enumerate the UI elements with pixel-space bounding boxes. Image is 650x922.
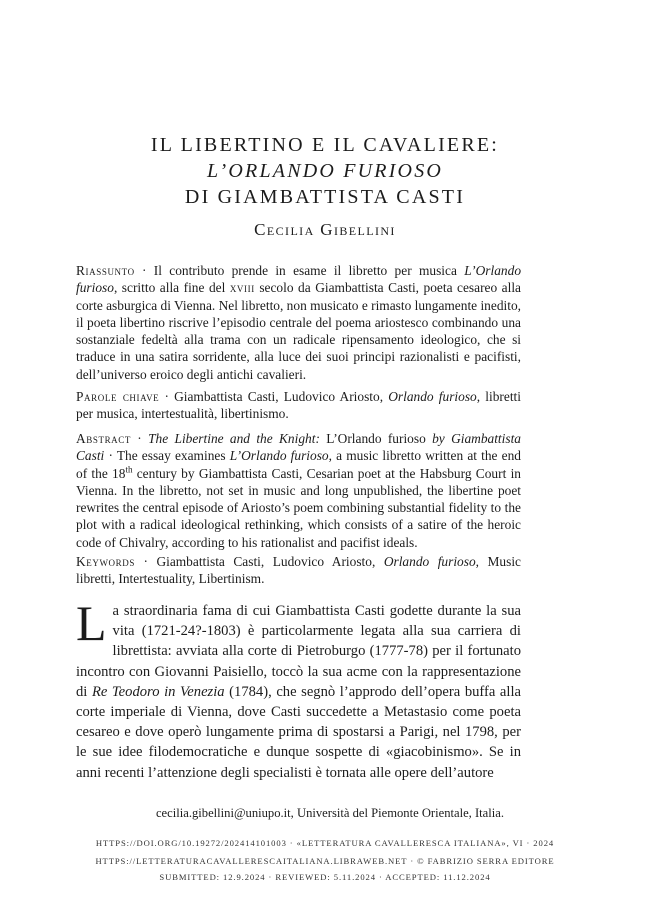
abstract-text-3: century by Giambattista Casti, Cesarian poet at the Habsburg Court in Vienna. In the libretto, not set in music and long unpublished, the libertine poet rewrites the central episode of Ariosto’s poem combining substantial fidelity to the plot with a radical ideological rethinking, which consists of a satire of the heroic code of Chivalry, according to his rationalist and pacifist ideals. <box>76 465 521 550</box>
abstract-label: Abstract <box>76 431 131 446</box>
parole-chiave-text-1: Giambattista Casti, Ludovico Ariosto, <box>174 389 389 404</box>
riassunto-text-2: , scritto alla fine del <box>113 280 230 296</box>
riassunto-separator: · <box>134 263 154 278</box>
abstract-english-title-1: The Libertine and the Knight: <box>148 431 320 446</box>
keywords-paragraph <box>76 553 521 588</box>
article-title-block <box>0 132 650 240</box>
keywords-text-2: , Music libretti, Intertestuality, Libertinism. <box>76 554 521 587</box>
abstract-english-title-2: L’Orlando furioso <box>319 431 433 446</box>
submission-dates-line: SUBMITTED: 12.9.2024 · REVIEWED: 5.11.2024 · ACCEPTED: 11.12.2024 <box>159 872 491 882</box>
drop-cap: L <box>76 595 107 651</box>
abstract-separator: · <box>130 431 149 446</box>
publisher-line: HTTPS://LETTERATURACAVALLERESCAITALIANA.LIBRAWEB.NET · © FABRIZIO SERRA EDITORE <box>95 856 555 866</box>
abstract-title-italic: L’Orlando furioso <box>229 448 329 464</box>
body-title-italic: Re Teodoro in Venezia <box>91 683 225 700</box>
abstract-paragraph <box>76 430 521 551</box>
title-line-2: L’ORLANDO FURIOSO <box>206 160 444 182</box>
riassunto-title-italic: L’Orlando furioso <box>76 263 522 296</box>
parole-chiave-text-2: , libretti per musica, intertestualità, libertinismo. <box>76 389 521 422</box>
abstract-text-1: The essay examines <box>116 448 230 464</box>
body-text-1: a straordinaria fama di cui Giambattista Casti godette durante la sua vita (1721-24?-1803) è particolarmente legata alla sua carriera di librettista: avviata alla corte di Pietroburgo (1777-78) per il fortunato incontro con Giovanni Paisiello, toccò la sua acme con la rappresentazione di <box>76 603 521 700</box>
title-line-1: IL LIBERTINO E IL CAVALIERE: <box>150 134 500 156</box>
abstract-english-title-3: by Giambattista Casti <box>76 431 522 464</box>
riassunto-label: Riassunto <box>76 263 135 278</box>
parole-chiave-separator: · <box>159 389 175 404</box>
title-line-3: DI GIAMBATTISTA CASTI <box>184 186 466 208</box>
riassunto-century: xviii <box>229 280 255 296</box>
riassunto-text-1: Il contributo prende in esame il libretto per musica <box>153 263 465 278</box>
keywords-title-italic: Orlando furioso <box>383 554 476 569</box>
body-text-2: (1784), che segnò l’approdo dell’opera buffa alla corte imperiale di Vienna, dove Casti succedette a Metastasio come poeta cesareo e dove operò lungamente prima di spostarsi a Parigi, nel 1798, per le sue idee filodemocratiche e dunque sospette di «giacobinismo». Se in anni recenti l’attenzione degli specialisti è tornata alle opere dell’autore <box>76 683 521 781</box>
author-affiliation-footnote: cecilia.gibellini@uniupo.it, Università del Piemonte Orientale, Italia. <box>155 806 505 820</box>
parole-chiave-paragraph <box>76 388 521 423</box>
riassunto-text-3: secolo da Giambattista Casti, poeta cesareo alla corte asburgica di Vienna. Nel libretto, non musicato e rimasto lungamente inedito, il poeta libertino riscrive l’episodio centrale del poema ariostesco combinando una sostanziale fedeltà alla trama con un radicale ripensamento ideologico, che si traduce in una satira sorridente, alla luce dei suoi principi razionalisti e pacifisti, dell’universo eroico degli antichi cavalieri. <box>76 280 522 382</box>
article-body-paragraph <box>76 595 521 783</box>
abstract-text-2: , a music libretto written at the end of the 18 <box>76 448 522 481</box>
parole-chiave-label: Parole chiave <box>76 389 160 404</box>
author-name: Cecilia Gibellini <box>254 220 396 239</box>
abstract-separator-2: · <box>104 448 117 464</box>
abstract-superscript: th <box>125 464 133 475</box>
keywords-separator: · <box>134 554 157 569</box>
keywords-label: Keywords <box>76 554 135 569</box>
keywords-text-1: Giambattista Casti, Ludovico Ariosto, <box>156 554 384 569</box>
parole-chiave-title-italic: Orlando furioso <box>388 389 477 404</box>
riassunto-paragraph <box>76 262 521 383</box>
doi-line: HTTPS://DOI.ORG/10.19272/202414101003 · «LETTERATURA CAVALLERESCA ITALIANA», VI · 2024 <box>95 838 555 848</box>
